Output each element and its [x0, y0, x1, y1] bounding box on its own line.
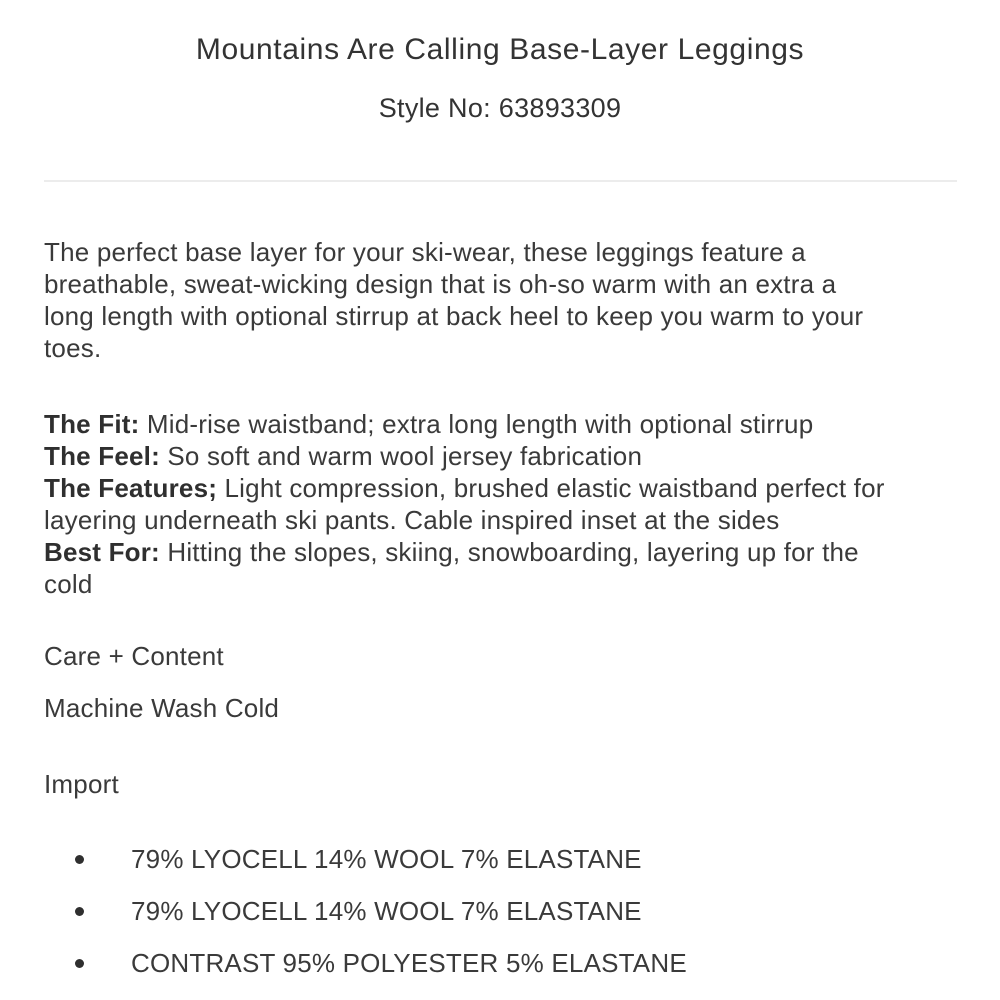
origin-label: Import — [44, 769, 119, 799]
detail-text: Mid-rise waistband; extra long length with optional stirrup — [139, 409, 814, 439]
product-details-list — [44, 408, 886, 600]
detail-text: So soft and warm wool jersey fabrication — [159, 441, 643, 471]
bullet-icon — [75, 959, 84, 968]
detail-label: The Fit: — [44, 409, 140, 439]
care-content-heading: Care + Content — [44, 641, 224, 671]
detail-row-best-for — [44, 536, 886, 600]
detail-text: Light compression, brushed elastic waistband perfect for layering underneath ski pants. Cable inspired inset at the sides — [44, 473, 885, 535]
section-divider — [44, 180, 957, 182]
material-item — [44, 843, 1000, 875]
material-text: CONTRAST 95% POLYESTER 5% ELASTANE — [131, 948, 687, 978]
detail-label: Best For: — [44, 537, 160, 567]
care-instruction: Machine Wash Cold — [44, 693, 280, 723]
material-text: 79% LYOCELL 14% WOOL 7% ELASTANE — [131, 844, 642, 874]
detail-label: The Features; — [44, 473, 218, 503]
detail-row-features — [44, 472, 886, 536]
product-title: Mountains Are Calling Base-Layer Leggings — [195, 33, 805, 66]
product-description: The perfect base layer for your ski-wear, these leggings feature a breathable, sweat-wicking design that is oh-so warm with an extra a long length with optional stirrup at back heel to keep you warm to your toes. — [44, 237, 864, 363]
detail-label: The Feel: — [44, 441, 160, 471]
bullet-icon — [75, 907, 84, 916]
detail-text: Hitting the slopes, skiing, snowboarding, layering up for the cold — [44, 537, 859, 599]
materials-list — [44, 843, 1000, 979]
detail-row-feel — [44, 440, 886, 472]
detail-row-fit — [44, 408, 886, 440]
material-item — [44, 947, 1000, 979]
material-item — [44, 895, 1000, 927]
material-text: 79% LYOCELL 14% WOOL 7% ELASTANE — [131, 896, 642, 926]
product-header — [0, 0, 1000, 124]
style-number: Style No: 63893309 — [378, 93, 622, 123]
bullet-icon — [75, 855, 84, 864]
